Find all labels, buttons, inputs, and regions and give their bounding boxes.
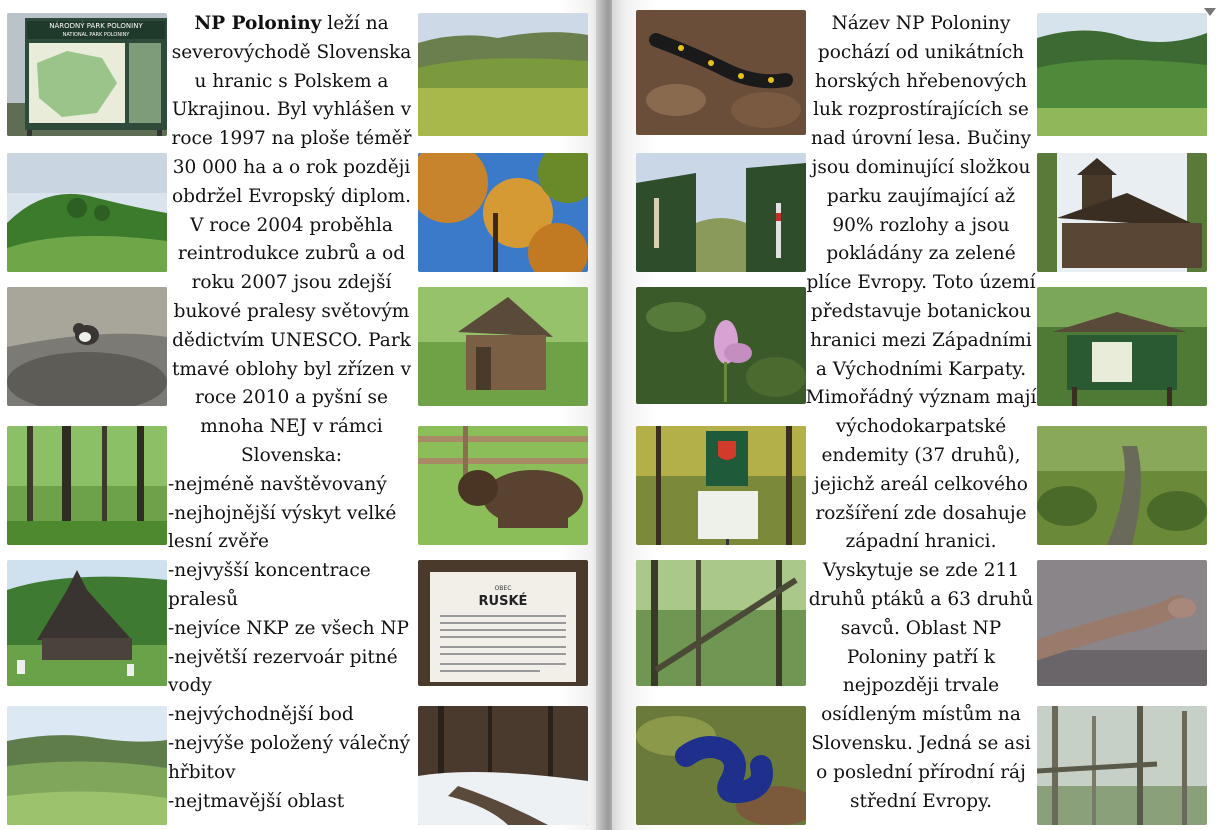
- list-item: -nejvíce NKP ze všech NP: [168, 617, 410, 639]
- photo-forested-hills: [1037, 13, 1207, 136]
- intro-bold-title: NP Poloniny: [194, 13, 322, 34]
- photo-park-sign-map: [7, 13, 167, 136]
- photo-mountain-meadow: [418, 13, 588, 136]
- photo-fire-salamander: [636, 10, 806, 135]
- left-page-text: [168, 10, 415, 816]
- superlatives-list: [168, 471, 415, 817]
- photo-ruske-village-sign: [418, 560, 588, 686]
- sign-subtitle-text: NATIONAL PARK POLONINY: [62, 32, 130, 38]
- photo-fallen-trees-forest: [636, 560, 806, 686]
- svg-text:OBEC: OBEC: [494, 585, 512, 592]
- photo-autumn-canopy: [418, 153, 588, 272]
- intro-paragraph: [168, 10, 415, 471]
- list-item: -nejvýše položený válečný hřbitov: [168, 732, 411, 783]
- photo-wooden-church: [7, 560, 167, 686]
- village-sign-text: RUSKÉ: [478, 594, 528, 609]
- photo-dipper-bird-stream: [7, 287, 167, 406]
- right-page-text: Název NP Poloniny pochází od unikátních horských hřebenových luk rozprostírajících se nad úrovní lesa. Bučiny jsou dominující složkou parku zaujímající až 90% rozlohy a jsou pokládány za zelené plíce Evropy. Toto území představuje botanickou hranici mezi Západními a Východními Karpaty. Mimořádný význam mají východokarpatské endemity (37 druhů), jejichž areál celkového rozšíření zde dosahuje západní hranici. Vyskytuje se zde 211 druhů ptáků a 63 druhů savců. Oblast NP Poloniny patří k nejpozději trvale osídleným místům na Slovensku. Jedná se asi o poslední přírodní ráj střední Evropy.: [805, 13, 1037, 812]
- list-item: -nejhojnější výskyt velké lesní zvěře: [168, 502, 397, 553]
- photo-forest-brook: [1037, 426, 1207, 545]
- photo-adder-snake: [1037, 560, 1207, 686]
- photo-green-hill: [7, 153, 167, 272]
- photo-snowy-stream: [418, 706, 588, 825]
- photo-crocus-flower: [636, 287, 806, 404]
- photo-european-bison: [418, 426, 588, 545]
- photo-info-board: [1037, 287, 1207, 406]
- photo-reserve-sign: [636, 426, 806, 545]
- list-item: -nejvyšší koncentrace pralesů: [168, 560, 371, 610]
- photo-wooden-church-2: [1037, 153, 1207, 272]
- intro-body: leží na severovýchodě Slovenska u hranic s Polskem a Ukrajinou. Byl vyhlášen v roce 1997 na ploše téměř 30 000 ha a o rok později obdržel Evropský diplom. V roce 2004 proběhla reintrodukce zubrů a od roku 2007 jsou zdejší bukové pralesy světovým dědictvím UNESCO. Park tmavé oblohy byl zřízen v roce 2010 a pyšní se mnoha NEJ v rámci Slovenska:: [171, 13, 412, 466]
- photo-wooden-shelter: [418, 287, 588, 406]
- photo-border-posts: [636, 153, 806, 272]
- list-item: -nejméně navštěvovaný: [168, 473, 387, 495]
- photo-beech-forest: [7, 426, 167, 545]
- photo-valley-village: [7, 706, 167, 825]
- sign-title-text: NÁRODNÝ PARK POLONINY: [49, 22, 143, 30]
- photo-carpathian-slug: [636, 706, 806, 825]
- list-item: -nejtmavější oblast: [168, 790, 345, 812]
- photo-foggy-forest: [1037, 706, 1207, 825]
- list-item: -nejvýchodnější bod: [168, 704, 354, 726]
- list-item: -největší rezervoár pitné vody: [168, 646, 398, 697]
- left-page: [0, 0, 604, 830]
